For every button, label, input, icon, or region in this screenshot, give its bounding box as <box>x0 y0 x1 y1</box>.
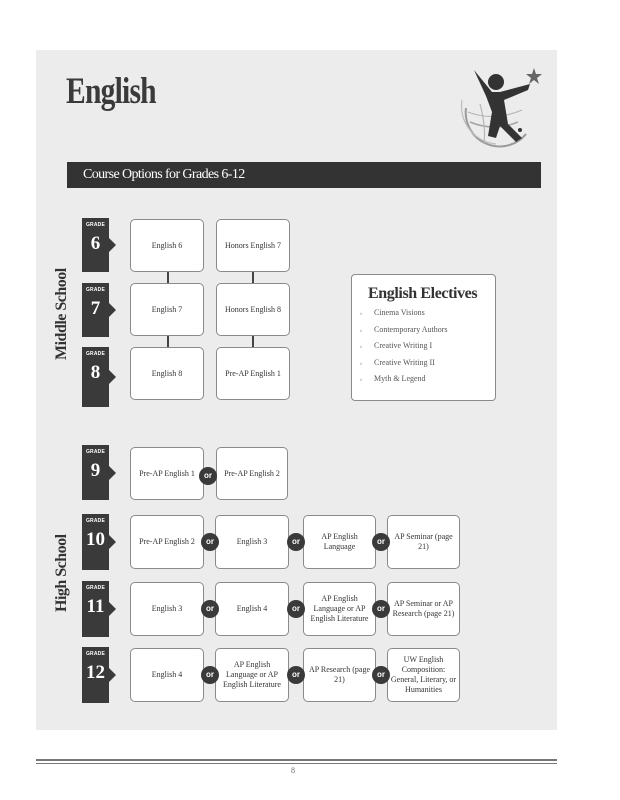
course-box-english-3-g10: English 3 <box>215 515 289 569</box>
course-box-ap-english-lang-lit-g12: AP English Language or AP English Literature <box>215 648 289 702</box>
course-box-pre-ap-english-1-g9: Pre-AP English 1 <box>130 447 204 500</box>
grade-9-tab: GRADE 9 <box>82 445 109 500</box>
course-options-banner: Course Options for Grades 6-12 <box>67 162 541 188</box>
grade-8-tab: GRADE 8 <box>82 347 109 407</box>
connector-line <box>252 336 254 347</box>
course-box-pre-ap-english-2-g9: Pre-AP English 2 <box>216 447 288 500</box>
or-badge: or <box>201 666 219 684</box>
list-item: › Myth & Legend <box>360 374 426 383</box>
list-item: › Cinema Visions <box>360 308 425 317</box>
grade-11-tab: GRADE 11 <box>82 581 109 637</box>
or-badge: or <box>199 467 217 485</box>
course-box-uw-english-composition-g12: UW English Composition: General, Literary, or Humanities <box>387 648 460 702</box>
course-box-english-4-g11: English 4 <box>215 582 289 636</box>
course-box-ap-english-lang-lit-g11: AP English Language or AP English Literature <box>303 582 376 636</box>
connector-line <box>252 272 254 283</box>
grade-12-tab: GRADE 12 <box>82 647 109 703</box>
grade-7-tab: GRADE 7 <box>82 283 109 337</box>
list-item: › Creative Writing II <box>360 357 435 367</box>
or-badge: or <box>201 600 219 618</box>
or-badge: or <box>287 600 305 618</box>
or-badge: or <box>372 533 390 551</box>
grade-10-tab: GRADE 10 <box>82 514 109 570</box>
course-box-honors-english-8: Honors English 8 <box>216 283 290 336</box>
high-school-label: High School <box>53 534 70 612</box>
list-item: › Creative Writing I <box>360 341 433 350</box>
or-badge: or <box>372 666 390 684</box>
or-badge: or <box>287 666 305 684</box>
footer-rule-thin <box>36 763 557 764</box>
page-number: 8 <box>291 766 295 775</box>
course-box-ap-english-language-g10: AP English Language <box>303 515 376 569</box>
page-title: English <box>66 71 156 112</box>
course-box-english-7: English 7 <box>130 283 204 336</box>
connector-line <box>167 272 169 283</box>
course-box-ap-seminar-g10: AP Seminar (page 21) <box>387 515 460 569</box>
course-box-ap-research-g12: AP Research (page 21) <box>303 648 376 702</box>
course-box-ap-seminar-research-g11: AP Seminar or AP Research (page 21) <box>387 582 460 636</box>
course-box-english-6: English 6 <box>130 219 204 272</box>
connector-line <box>167 336 169 347</box>
course-box-pre-ap-english-1: Pre-AP English 1 <box>216 347 290 400</box>
middle-school-label: Middle School <box>53 268 70 360</box>
course-box-pre-ap-english-2-g10: Pre-AP English 2 <box>130 515 204 569</box>
or-badge: or <box>372 600 390 618</box>
electives-title: English Electives <box>368 285 478 302</box>
or-badge: or <box>287 533 305 551</box>
footer-rule <box>36 759 557 761</box>
grade-6-tab: GRADE 6 <box>82 218 109 272</box>
course-box-english-4-g12: English 4 <box>130 648 204 702</box>
course-box-english-8: English 8 <box>130 347 204 400</box>
electives-list <box>360 309 448 392</box>
course-box-english-3-g11: English 3 <box>130 582 204 636</box>
course-box-honors-english-7: Honors English 7 <box>216 219 290 272</box>
globe-figure-star-icon <box>456 64 546 152</box>
english-electives-box <box>351 274 496 401</box>
or-badge: or <box>201 533 219 551</box>
list-item: › Contemporary Authors <box>360 324 448 334</box>
